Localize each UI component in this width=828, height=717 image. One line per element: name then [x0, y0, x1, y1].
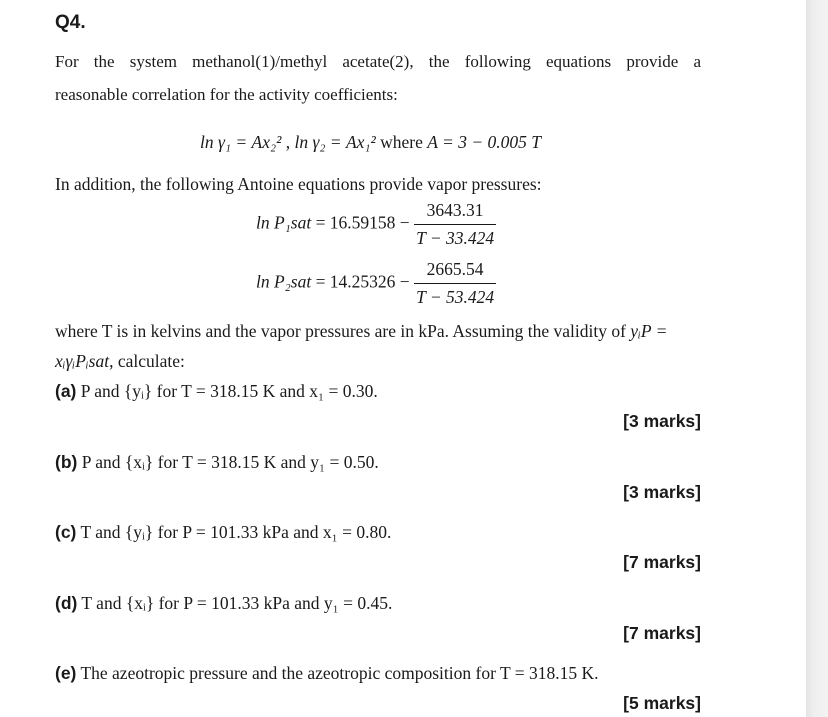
units-line — [55, 321, 667, 342]
antoine-1-fraction — [414, 200, 496, 249]
antoine-intro: In addition, the following Antoine equations provide vapor pressures: — [55, 174, 542, 194]
a-parameter-expression: A = 3 − 0.005 T — [427, 132, 542, 152]
part-e-text: The azeotropic pressure and the azeotropic composition for T = 318.15 K. — [80, 663, 599, 683]
part-a-marks: [3 marks] — [623, 411, 701, 431]
part-b-label: (b) — [55, 452, 78, 472]
antoine-equation-2 — [256, 259, 496, 308]
antoine-2-lhs: ln P₂sat — [256, 271, 312, 292]
raoult-line — [55, 351, 185, 372]
raoult-rhs: xᵢγᵢPᵢsat — [55, 351, 110, 371]
part-e-marks: [5 marks] — [623, 693, 701, 713]
raoult-lhs: yᵢP = — [630, 321, 668, 341]
part-a — [55, 381, 378, 402]
part-d-label: (d) — [55, 593, 78, 613]
units-text: where T is in kelvins and the vapor pressures are in kPa. Assuming the validity of — [55, 321, 626, 341]
antoine-1-denominator: T − 33.424 — [416, 228, 495, 248]
part-e — [55, 663, 598, 684]
antoine-2-constant: = 14.25326 − — [315, 271, 410, 292]
part-c — [55, 522, 391, 543]
gamma1-expression: ln γ₁ = Ax₂² — [200, 132, 282, 152]
part-e-label: (e) — [55, 663, 77, 683]
part-b-marks: [3 marks] — [623, 482, 701, 502]
page-edge — [806, 0, 828, 717]
intro-line-2: reasonable correlation for the activity coefficients: — [55, 85, 398, 104]
part-d-text: T and {xᵢ} for P = 101.33 kPa and y₁ = 0.45. — [81, 593, 393, 613]
part-c-label: (c) — [55, 522, 77, 542]
part-c-text: T and {yᵢ} for P = 101.33 kPa and x₁ = 0.80. — [80, 522, 392, 542]
part-b-text: P and {xᵢ} for T = 318.15 K and y₁ = 0.50. — [81, 452, 379, 472]
antoine-2-fraction — [414, 259, 496, 308]
part-b — [55, 452, 379, 473]
part-a-text: P and {yᵢ} for T = 318.15 K and x₁ = 0.30. — [80, 381, 378, 401]
gamma2-expression: ln γ₂ = Ax₁² — [294, 132, 376, 152]
part-c-marks: [7 marks] — [623, 552, 701, 572]
antoine-1-constant: = 16.59158 − — [315, 212, 410, 233]
antoine-2-numerator: 2665.54 — [414, 259, 496, 284]
where-word: where — [380, 132, 423, 152]
antoine-1-numerator: 3643.31 — [414, 200, 496, 225]
calculate-word: , calculate: — [109, 351, 185, 371]
antoine-2-denominator: T − 53.424 — [416, 287, 495, 307]
antoine-equation-1 — [256, 200, 496, 249]
part-d — [55, 593, 392, 614]
intro-line-1: For the system methanol(1)/methyl acetate(2), the following equations provide a — [55, 52, 701, 71]
part-a-label: (a) — [55, 381, 77, 401]
equation-separator: , — [285, 132, 291, 152]
activity-equation — [200, 132, 541, 153]
antoine-1-lhs: ln P₁sat — [256, 212, 312, 233]
question-number: Q4. — [55, 12, 86, 33]
part-d-marks: [7 marks] — [623, 623, 701, 643]
